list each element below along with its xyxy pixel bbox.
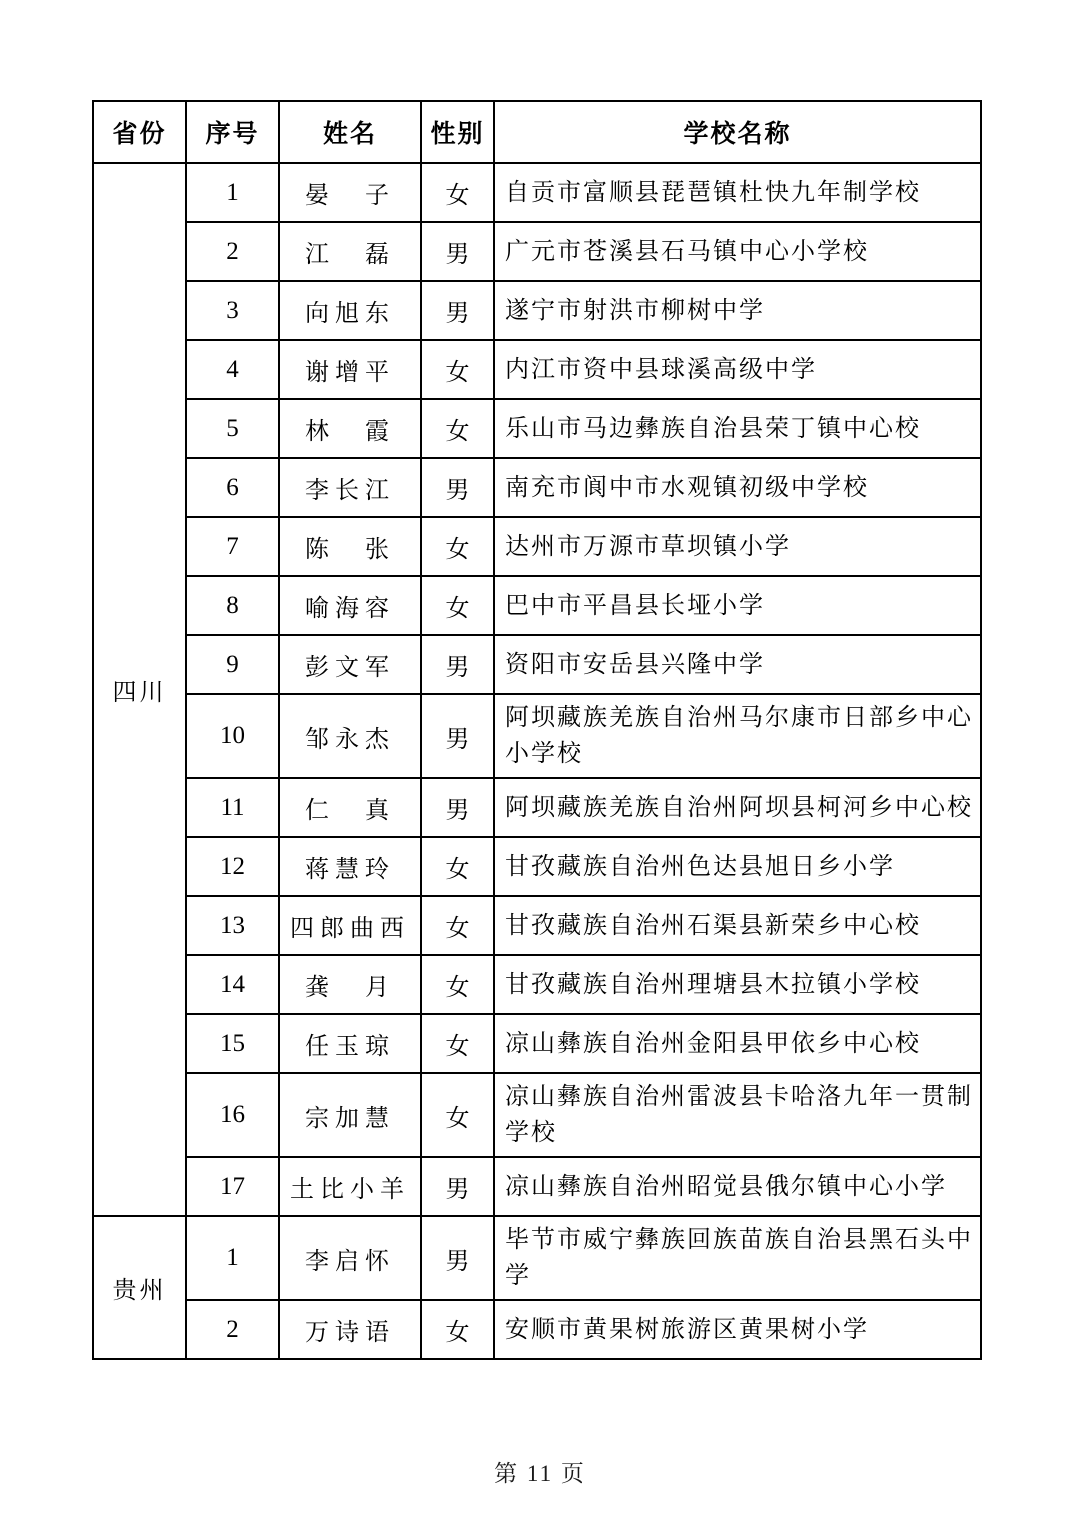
school-cell: 遂宁市射洪市柳树中学	[494, 281, 981, 340]
table-row	[93, 222, 981, 281]
row-number-cell: 5	[186, 399, 279, 458]
table-row	[93, 837, 981, 896]
column-header-province: 省份	[93, 101, 186, 163]
name-cell: 林 霞	[279, 399, 421, 458]
name-cell: 蒋慧玲	[279, 837, 421, 896]
school-cell: 甘孜藏族自治州色达县旭日乡小学	[494, 837, 981, 896]
table-row	[93, 1300, 981, 1359]
column-header-number: 序号	[186, 101, 279, 163]
gender-cell: 女	[421, 1073, 494, 1157]
gender-cell: 男	[421, 778, 494, 837]
name-cell: 向旭东	[279, 281, 421, 340]
gender-cell: 女	[421, 517, 494, 576]
gender-cell: 男	[421, 281, 494, 340]
gender-cell: 男	[421, 1157, 494, 1216]
name-cell: 谢增平	[279, 340, 421, 399]
gender-cell: 男	[421, 1216, 494, 1300]
row-number-cell: 13	[186, 896, 279, 955]
row-number-cell: 11	[186, 778, 279, 837]
gender-cell: 女	[421, 576, 494, 635]
name-cell: 仁 真	[279, 778, 421, 837]
school-cell: 甘孜藏族自治州理塘县木拉镇小学校	[494, 955, 981, 1014]
school-cell: 凉山彝族自治州昭觉县俄尔镇中心小学	[494, 1157, 981, 1216]
school-cell: 安顺市黄果树旅游区黄果树小学	[494, 1300, 981, 1359]
table-row	[93, 1157, 981, 1216]
name-cell: 宗加慧	[279, 1073, 421, 1157]
school-cell: 凉山彝族自治州雷波县卡哈洛九年一贯制学校	[494, 1073, 981, 1157]
school-cell: 乐山市马边彝族自治县荣丁镇中心校	[494, 399, 981, 458]
school-cell: 甘孜藏族自治州石渠县新荣乡中心校	[494, 896, 981, 955]
name-cell: 李长江	[279, 458, 421, 517]
row-number-cell: 14	[186, 955, 279, 1014]
school-cell: 阿坝藏族羌族自治州马尔康市日部乡中心小学校	[494, 694, 981, 778]
row-number-cell: 7	[186, 517, 279, 576]
name-cell: 土比小羊	[279, 1157, 421, 1216]
roster-table	[92, 100, 982, 1360]
table-header-row	[93, 101, 981, 163]
gender-cell: 女	[421, 837, 494, 896]
table-row	[93, 399, 981, 458]
name-cell: 万诗语	[279, 1300, 421, 1359]
name-cell: 陈 张	[279, 517, 421, 576]
school-cell: 阿坝藏族羌族自治州阿坝县柯河乡中心校	[494, 778, 981, 837]
name-cell: 四郎曲西	[279, 896, 421, 955]
row-number-cell: 16	[186, 1073, 279, 1157]
table-row	[93, 281, 981, 340]
table-row	[93, 955, 981, 1014]
gender-cell: 女	[421, 1014, 494, 1073]
row-number-cell: 15	[186, 1014, 279, 1073]
school-cell: 巴中市平昌县长垭小学	[494, 576, 981, 635]
name-cell: 龚 月	[279, 955, 421, 1014]
row-number-cell: 12	[186, 837, 279, 896]
school-cell: 达州市万源市草坝镇小学	[494, 517, 981, 576]
row-number-cell: 9	[186, 635, 279, 694]
school-cell: 凉山彝族自治州金阳县甲依乡中心校	[494, 1014, 981, 1073]
row-number-cell: 1	[186, 163, 279, 222]
school-cell: 广元市苍溪县石马镇中心小学校	[494, 222, 981, 281]
column-header-gender: 性别	[421, 101, 494, 163]
column-header-school: 学校名称	[494, 101, 981, 163]
gender-cell: 女	[421, 896, 494, 955]
gender-cell: 女	[421, 340, 494, 399]
province-cell: 贵州	[93, 1216, 186, 1359]
row-number-cell: 3	[186, 281, 279, 340]
school-cell: 资阳市安岳县兴隆中学	[494, 635, 981, 694]
row-number-cell: 2	[186, 1300, 279, 1359]
table-row	[93, 458, 981, 517]
table-row	[93, 778, 981, 837]
gender-cell: 男	[421, 222, 494, 281]
name-cell: 晏 子	[279, 163, 421, 222]
row-number-cell: 4	[186, 340, 279, 399]
school-cell: 南充市阆中市水观镇初级中学校	[494, 458, 981, 517]
gender-cell: 男	[421, 635, 494, 694]
school-cell: 毕节市威宁彝族回族苗族自治县黑石头中学	[494, 1216, 981, 1300]
table-row	[93, 576, 981, 635]
column-header-name: 姓名	[279, 101, 421, 163]
row-number-cell: 6	[186, 458, 279, 517]
table-row	[93, 694, 981, 778]
table-row	[93, 896, 981, 955]
gender-cell: 女	[421, 399, 494, 458]
gender-cell: 男	[421, 458, 494, 517]
name-cell: 喻海容	[279, 576, 421, 635]
row-number-cell: 10	[186, 694, 279, 778]
province-cell: 四川	[93, 163, 186, 1216]
table-row	[93, 1073, 981, 1157]
row-number-cell: 17	[186, 1157, 279, 1216]
gender-cell: 女	[421, 163, 494, 222]
name-cell: 邹永杰	[279, 694, 421, 778]
table-row	[93, 1216, 981, 1300]
page-number: 第 11 页	[494, 1461, 586, 1486]
row-number-cell: 1	[186, 1216, 279, 1300]
table-row	[93, 635, 981, 694]
table-body	[93, 163, 981, 1359]
table-row	[93, 517, 981, 576]
name-cell: 任玉琼	[279, 1014, 421, 1073]
name-cell: 彭文军	[279, 635, 421, 694]
gender-cell: 女	[421, 955, 494, 1014]
table-row	[93, 163, 981, 222]
table-row	[93, 1014, 981, 1073]
name-cell: 江 磊	[279, 222, 421, 281]
row-number-cell: 2	[186, 222, 279, 281]
name-cell: 李启怀	[279, 1216, 421, 1300]
row-number-cell: 8	[186, 576, 279, 635]
school-cell: 自贡市富顺县琵琶镇杜快九年制学校	[494, 163, 981, 222]
table-row	[93, 340, 981, 399]
gender-cell: 男	[421, 694, 494, 778]
gender-cell: 女	[421, 1300, 494, 1359]
school-cell: 内江市资中县球溪高级中学	[494, 340, 981, 399]
